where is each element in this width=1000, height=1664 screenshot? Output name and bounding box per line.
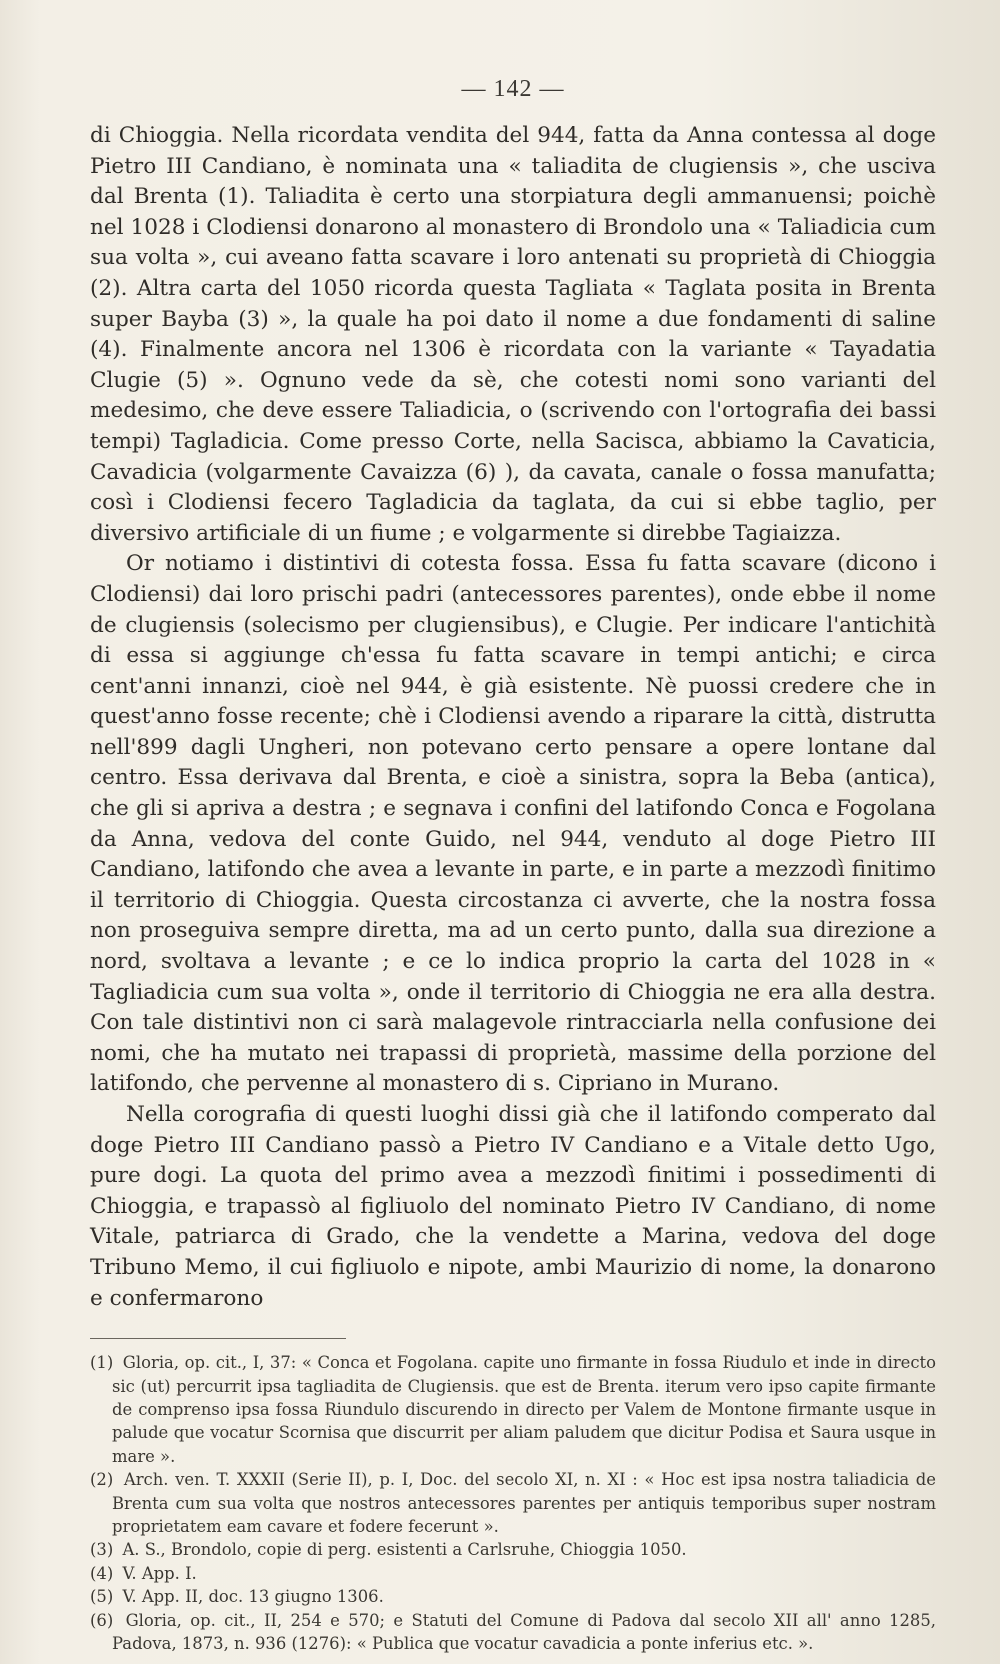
page-number: — 142 — (461, 76, 565, 102)
footnote-text: Gloria, op. cit., I, 37: « Conca et Fogolana. capite uno firmante in fossa Riudulo et inde in directo sic (ut) percurrit ipsa tagliadita de Clugiensis. que est de Brenta. iterum vero ipso capite firmante de comprenso ipsa fossa Riundulo discurendo in directo per Valem de Montone firmante usque in palude que vocatur Scornisa que discurrit per aliam paludem que dicitur Podisa et Saura usque in mare ». (112, 1353, 936, 1466)
footnotes (90, 1351, 936, 1655)
footnote-text: Gloria, op. cit., II, 254 e 570; e Statuti del Comune di Padova dal secolo XII all' anno 1285, Padova, 1873, n. 936 (1276): « Publica que vocatur cavadicia a ponte inferius etc. ». (112, 1610, 936, 1654)
paragraph-2: Or notiamo i distintivi di cotesta fossa. Essa fu fatta scavare (dicono i Clodiensi) dai loro prischi padri (antecessores parentes), onde ebbe il nome de clugiensis (solecismo per clugiensibus), e Clugie. Per indicare l'antichità di essa si aggiunge ch'essa fu fatta scavare in tempi antichi; e circa cent'anni innanzi, cioè nel 944, è già esistente. Nè puossi credere che in quest'anno fosse recente; chè i Clodiensi avendo a riparare la città, distrutta nell'899 dagli Ungheri, non potevano certo pensare a opere lontane dal centro. Essa derivava dal Brenta, e cioè a sinistra, sopra la Beba (antica), che gli si apriva a destra ; e segnava i confini del latifondo Conca e Fogolana da Anna, vedova del conte Guido, nel 944, venduto al doge Pietro III Candiano, latifondo che avea a levante in parte, e in parte a mezzodì finitimo il territorio di Chioggia. Questa circostanza ci avverte, che la nostra fossa non proseguiva sempre diretta, ma ad un certo punto, dalla sua direzione a nord, svoltava a levante ; e ce lo indica proprio la carta del 1028 in « Tagliadicia cum sua volta », onde il territorio di Chioggia ne era alla destra. Con tale distintivi non ci sarà malagevole rintracciarla nella confusione dei nomi, che ha mutato nei trapassi di proprietà, massime della porzione del latifondo, che pervenne al monastero di s. Cipriano in Murano. (90, 551, 936, 1097)
footnote-divider (90, 1338, 346, 1339)
footnote-4 (90, 1562, 936, 1585)
footnote-text: V. App. II, doc. 13 giugno 1306. (122, 1587, 384, 1607)
footnote-marker: (6) (90, 1610, 114, 1630)
footnote-text: V. App. I. (122, 1563, 197, 1583)
paragraph-1: di Chioggia. Nella ricordata vendita del 944, fatta da Anna contessa al doge Pietro III Candiano, è nominata una « taliadita de clugiensis », che usciva dal Brenta (1). Taliadita è certo una storpiatura degli ammanuensi; poichè nel 1028 i Clodiensi donarono al monastero di Brondolo una « Taliadicia cum sua volta », cui aveano fatta scavare i loro antenati su proprietà di Chioggia (2). Altra carta del 1050 ricorda questa Tagliata « Taglata posita in Brenta super Bayba (3) », la quale ha poi dato il nome a due fondamenti di saline (4). Finalmente ancora nel 1306 è ricordata con la variante « Tayadatia Clugie (5) ». Ognuno vede da sè, che cotesti nomi sono varianti del medesimo, che deve essere Taliadicia, o (scrivendo con l'ortografia dei bassi tempi) Tagladicia. Come presso Corte, nella Sacisca, abbiamo la Cavaticia, Cavadicia (volgarmente Cavaizza (6) ), da cavata, canale o fossa manufatta; così i Clodiensi fecero Tagladicia da taglata, da cui si ebbe taglio, per diversivo artificiale di un fiume ; e volgarmente si direbbe Tagiaizza. (90, 123, 936, 546)
paragraph-3: Nella corografia di questi luoghi dissi già che il latifondo comperato dal doge Pietro III Candiano passò a Pietro IV Candiano e a Vitale detto Ugo, pure dogi. La quota del primo avea a mezzodì finitimi i possedimenti di Chioggia, e trapassò al figliuolo del nominato Pietro IV Candiano, di nome Vitale, patriarca di Grado, che la vendette a Marina, vedova del doge Tribuno Memo, il cui figliuolo e nipote, ambi Maurizio di nome, la donarono e confermarono (90, 1102, 936, 1311)
footnote-marker: (1) (90, 1353, 114, 1373)
footnote-text: Arch. ven. T. XXXII (Serie II), p. I, Doc. del secolo XI, n. XI : « Hoc est ipsa nostra taliadicia de Brenta cum sua volta que nostros antecessores parentes per antiquis temporibus super nostram proprietatem eam cavare et fodere fecerunt ». (112, 1470, 936, 1536)
footnote-marker: (3) (90, 1540, 114, 1560)
footnote-1 (90, 1351, 936, 1468)
footnote-2 (90, 1468, 936, 1538)
footnote-marker: (4) (90, 1563, 114, 1583)
footnote-6 (90, 1609, 936, 1656)
footnote-marker: (5) (90, 1587, 114, 1607)
footnote-5 (90, 1585, 936, 1608)
main-text (90, 121, 936, 1314)
footnote-3 (90, 1538, 936, 1561)
footnote-text: A. S., Brondolo, copie di perg. esistenti a Carlsruhe, Chioggia 1050. (122, 1540, 687, 1560)
footnote-marker: (2) (90, 1470, 114, 1490)
